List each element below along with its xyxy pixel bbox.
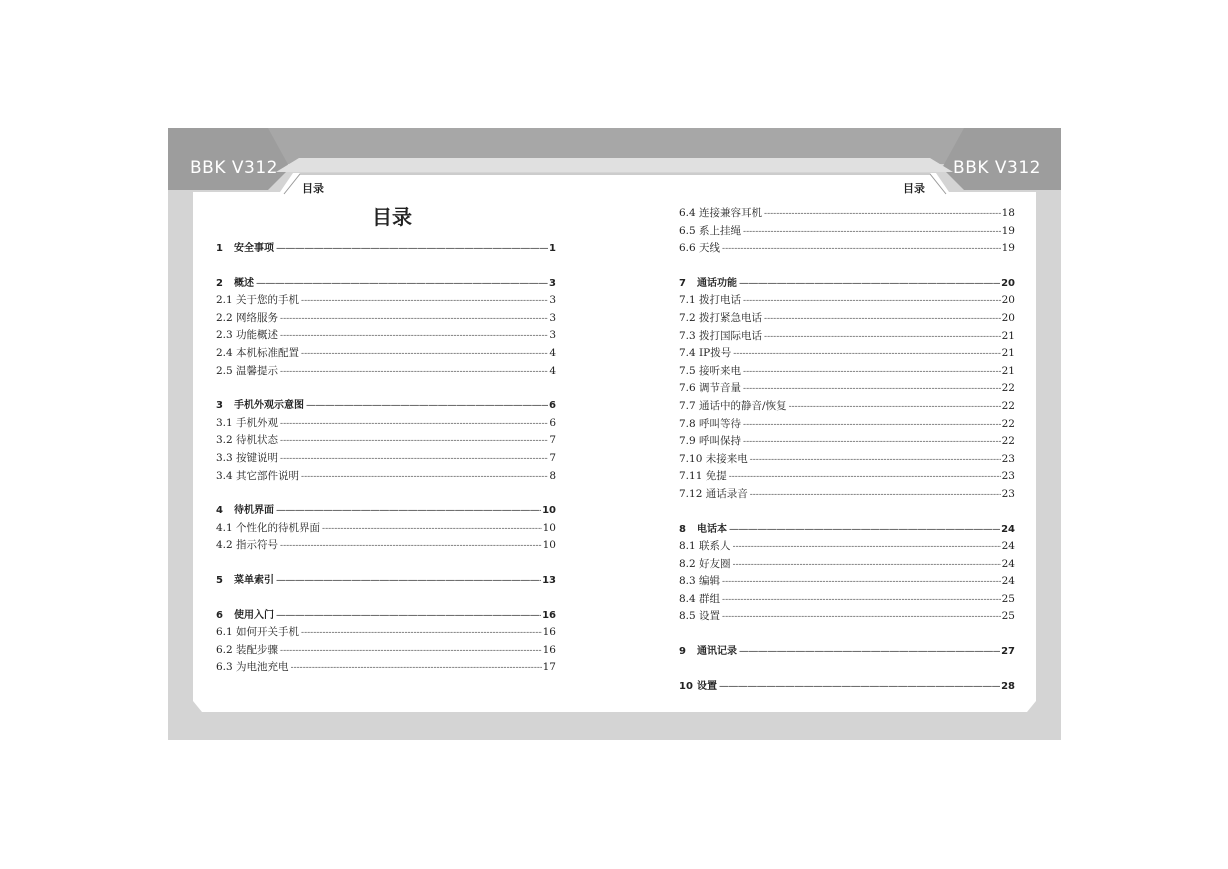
- toc-section-row[interactable]: [216, 345, 556, 363]
- toc-chapter-number: 9: [679, 646, 686, 658]
- toc-page-number: 23: [1001, 470, 1015, 483]
- toc-page-number: 27: [1001, 646, 1015, 658]
- toc-page-number: 17: [542, 661, 556, 674]
- toc-leader: [743, 381, 1001, 399]
- toc-chapter-row[interactable]: [679, 678, 1015, 696]
- toc-entry-label: 7.9 呼叫保持: [679, 435, 742, 448]
- toc-entry-label: 7.10 未接来电: [679, 452, 748, 465]
- toc-leader: [301, 293, 548, 311]
- brand-left: BBK V312: [190, 158, 278, 178]
- toc-entry-label: [216, 502, 276, 520]
- header-section-left: 目录: [302, 182, 324, 195]
- toc-leader: [733, 539, 1001, 557]
- toc-entry-label: 6.4 连接兼容耳机: [679, 207, 763, 219]
- toc-section-row[interactable]: [216, 659, 556, 677]
- toc-leader: [764, 329, 1001, 347]
- toc-page-number: 21: [1001, 347, 1015, 360]
- toc-chapter-row[interactable]: [216, 607, 556, 625]
- toc-entry-label: 7.12 通话录音: [679, 487, 748, 500]
- toc-chapter-row[interactable]: [679, 521, 1015, 539]
- toc-chapter-number: 3: [216, 400, 223, 412]
- toc-section-row[interactable]: [216, 327, 556, 345]
- toc-section-row[interactable]: [679, 328, 1015, 346]
- toc-leader: [750, 452, 1001, 470]
- toc-leader: [743, 434, 1001, 452]
- toc-leader: [729, 469, 1001, 487]
- toc-entry-label: 7.3 拨打国际电话: [679, 329, 763, 342]
- toc-chapter-row[interactable]: [216, 572, 556, 590]
- toc-entry-label: 3.1 手机外观: [216, 416, 279, 429]
- toc-entry-label: 2.1 关于您的手机: [216, 294, 300, 307]
- toc-section-row[interactable]: [679, 380, 1015, 398]
- toc-section-row[interactable]: [679, 451, 1015, 469]
- toc-leader: [280, 433, 548, 451]
- toc-page-number: 7: [549, 434, 556, 447]
- toc-leader: [280, 451, 548, 469]
- toc-leader: [301, 625, 542, 643]
- toc-leader: [280, 364, 548, 382]
- toc-leader: [280, 311, 548, 329]
- toc-leader: [743, 364, 1001, 382]
- toc-entry-label: 3.4 其它部件说明: [216, 469, 300, 482]
- toc-entry-label: 2.2 网络服务: [216, 311, 279, 324]
- toc-leader: [733, 557, 1001, 575]
- toc-section-row[interactable]: [679, 468, 1015, 486]
- toc-leader: [280, 643, 542, 661]
- toc-chapter-title: 概述: [234, 277, 254, 289]
- toc-page-number: 19: [1001, 242, 1015, 255]
- toc-entry-label: 7.5 接听来电: [679, 364, 742, 377]
- toc-leader: [789, 399, 1001, 417]
- toc-page-number: 10: [542, 505, 556, 517]
- toc-entry-label: [216, 607, 276, 625]
- toc-leader: [276, 572, 541, 590]
- toc-page-number: 22: [1001, 417, 1015, 430]
- toc-entry-label: [216, 572, 276, 590]
- toc-page-number: 23: [1001, 487, 1015, 500]
- toc-leader: [280, 416, 548, 434]
- toc-chapter-row[interactable]: [216, 240, 556, 258]
- toc-entry-label: 8.5 设置: [679, 610, 721, 623]
- toc-page-number: 16: [542, 626, 556, 639]
- toc-entry-label: [679, 643, 739, 661]
- toc-page-number: 24: [1001, 557, 1015, 570]
- toc-page-number: 10: [542, 539, 556, 552]
- toc-entry-label: 7.2 拨打紧急电话: [679, 311, 763, 324]
- toc-entry-label: [679, 678, 719, 696]
- toc-section-row[interactable]: [679, 486, 1015, 504]
- toc-section-row[interactable]: [216, 363, 556, 381]
- toc-entry-label: [216, 275, 256, 293]
- toc-chapter-title: 安全事项: [234, 243, 274, 254]
- toc-page-number: 21: [1001, 364, 1015, 377]
- toc-section-row[interactable]: [679, 292, 1015, 310]
- toc-section-row[interactable]: [216, 432, 556, 450]
- toc-leader: [306, 397, 548, 415]
- toc-chapter-number: 4: [216, 505, 223, 517]
- toc-section-row[interactable]: [216, 468, 556, 486]
- toc-entry-label: [679, 275, 739, 293]
- toc-chapter-number: 1: [216, 243, 223, 254]
- toc-chapter-title: 菜单索引: [234, 574, 274, 586]
- toc-section-row[interactable]: [216, 642, 556, 660]
- toc-page-number: 6: [549, 400, 556, 412]
- toc-chapter-title: 手机外观示意图: [234, 400, 304, 412]
- toc-entry-label: 7.1 拨打电话: [679, 294, 742, 307]
- toc-leader: [764, 311, 1001, 329]
- toc-page-number: 1: [549, 243, 556, 254]
- toc-section-row[interactable]: [216, 415, 556, 433]
- toc-section-row[interactable]: [679, 608, 1015, 626]
- toc-leader: [256, 275, 548, 293]
- toc-leader: [280, 538, 542, 556]
- page-title: 目录: [372, 205, 412, 229]
- toc-page-number: 22: [1001, 399, 1015, 412]
- toc-leader: [743, 224, 1001, 242]
- toc-chapter-title: 设置: [697, 680, 717, 692]
- toc-page-number: 4: [549, 364, 556, 377]
- toc-section-row[interactable]: [216, 537, 556, 555]
- toc-section-row[interactable]: [216, 520, 556, 538]
- toc-chapter-number: 2: [216, 277, 223, 289]
- toc-leader: [750, 487, 1001, 505]
- toc-leader: [719, 678, 1000, 696]
- toc-leader: [722, 241, 1001, 259]
- toc-entry-label: 7.11 免提: [679, 470, 727, 483]
- toc-section-row[interactable]: [679, 345, 1015, 363]
- toc-page-number: 20: [1001, 277, 1015, 289]
- toc-page-number: 24: [1001, 575, 1015, 588]
- toc-page-number: 4: [549, 346, 556, 359]
- toc-page-number: 25: [1001, 610, 1015, 623]
- toc-section-row[interactable]: [679, 398, 1015, 416]
- toc-chapter-number: 8: [679, 523, 686, 535]
- toc-section-row[interactable]: [216, 310, 556, 328]
- toc-page-number: 6: [549, 416, 556, 429]
- toc-chapter-row[interactable]: [679, 275, 1015, 293]
- toc-chapter-row[interactable]: [216, 275, 556, 293]
- toc-entry-label: 2.3 功能概述: [216, 329, 279, 342]
- toc-chapter-title: 使用入门: [234, 609, 274, 621]
- toc-section-row[interactable]: [679, 556, 1015, 574]
- toc-page-number: 21: [1001, 329, 1015, 342]
- toc-entry-label: 4.1 个性化的待机界面: [216, 521, 321, 534]
- toc-entry-label: [216, 397, 306, 415]
- toc-leader: [729, 521, 1000, 539]
- toc-leader: [743, 293, 1001, 311]
- toc-page-number: 16: [542, 643, 556, 656]
- toc-entry-label: 6.2 装配步骤: [216, 643, 279, 656]
- toc-entry-label: 7.8 呼叫等待: [679, 417, 742, 430]
- toc-leader: [722, 592, 1001, 610]
- toc-entry-label: 8.1 联系人: [679, 540, 731, 553]
- toc-section-row[interactable]: [679, 538, 1015, 556]
- toc-entry-label: 7.6 调节音量: [679, 382, 742, 395]
- toc-chapter-number: 10: [679, 680, 693, 692]
- toc-chapter-number: 6: [216, 609, 223, 621]
- toc-page-number: 23: [1001, 452, 1015, 465]
- toc-section-row[interactable]: [679, 433, 1015, 451]
- toc-leader: [276, 502, 541, 520]
- toc-chapter-title: 待机界面: [234, 505, 274, 517]
- toc-page-number: 19: [1001, 224, 1015, 237]
- toc-section-row[interactable]: [216, 450, 556, 468]
- toc-leader: [722, 574, 1001, 592]
- toc-chapter-number: 5: [216, 574, 223, 586]
- toc-page-number: 3: [549, 277, 556, 289]
- toc-entry-label: 6.5 系上挂绳: [679, 224, 742, 237]
- toc-leader: [739, 643, 1000, 661]
- toc-page-number: 22: [1001, 435, 1015, 448]
- toc-right-page: [679, 205, 1015, 695]
- toc-section-row[interactable]: [679, 363, 1015, 381]
- toc-entry-label: 7.7 通话中的静音/恢复: [679, 399, 787, 412]
- toc-page-number: 3: [549, 294, 556, 307]
- toc-chapter-title: 电话本: [697, 523, 727, 535]
- toc-entry-label: 8.2 好友圈: [679, 557, 731, 570]
- toc-leader: [276, 240, 548, 258]
- toc-chapter-row[interactable]: [679, 643, 1015, 661]
- toc-section-row[interactable]: [679, 223, 1015, 241]
- toc-section-row[interactable]: [679, 240, 1015, 258]
- toc-page-number: 8: [549, 469, 556, 482]
- toc-entry-label: 3.2 待机状态: [216, 434, 279, 447]
- toc-section-row[interactable]: [679, 310, 1015, 328]
- toc-entry-label: [216, 240, 276, 258]
- toc-leader: [301, 469, 548, 487]
- toc-leader: [280, 328, 548, 346]
- toc-entry-label: 3.3 按键说明: [216, 451, 279, 464]
- toc-page-number: 13: [542, 574, 556, 586]
- toc-leader: [739, 275, 1000, 293]
- toc-page-number: 24: [1001, 523, 1015, 535]
- toc-page-number: 28: [1001, 680, 1015, 692]
- toc-entry-label: 4.2 指示符号: [216, 539, 279, 552]
- toc-section-row[interactable]: [679, 591, 1015, 609]
- toc-page-number: 7: [549, 451, 556, 464]
- toc-entry-label: 2.5 温馨提示: [216, 364, 279, 377]
- toc-leader: [276, 607, 541, 625]
- toc-section-row[interactable]: [679, 416, 1015, 434]
- toc-entry-label: 8.4 群组: [679, 592, 721, 605]
- toc-page-number: 3: [549, 329, 556, 342]
- toc-entry-label: 6.6 天线: [679, 242, 721, 255]
- toc-leader: [291, 660, 542, 678]
- toc-page-number: 10: [542, 521, 556, 534]
- toc-chapter-row[interactable]: [216, 397, 556, 415]
- toc-page-number: 16: [542, 609, 556, 621]
- toc-section-row[interactable]: [216, 292, 556, 310]
- toc-entry-label: 8.3 编辑: [679, 575, 721, 588]
- toc-page-number: 20: [1001, 311, 1015, 324]
- toc-page-number: 25: [1001, 592, 1015, 605]
- toc-entry-label: 6.1 如何开关手机: [216, 626, 300, 639]
- toc-entry-label: 2.4 本机标准配置: [216, 346, 300, 359]
- toc-leader: [764, 206, 1001, 224]
- toc-leader: [322, 521, 542, 539]
- toc-page-number: 20: [1001, 294, 1015, 307]
- toc-entry-label: 6.3 为电池充电: [216, 661, 289, 674]
- toc-leader: [301, 346, 548, 364]
- brand-right: BBK V312: [953, 158, 1041, 178]
- toc-chapter-title: 通讯记录: [697, 646, 737, 658]
- toc-entry-label: 7.4 IP拨号: [679, 347, 732, 360]
- toc-section-row[interactable]: [679, 573, 1015, 591]
- toc-chapter-number: 7: [679, 277, 686, 289]
- toc-entry-label: [679, 521, 729, 539]
- toc-section-row[interactable]: [216, 624, 556, 642]
- toc-chapter-title: 通话功能: [697, 277, 737, 289]
- toc-page-number: 3: [549, 311, 556, 324]
- toc-page-number: 22: [1001, 382, 1015, 395]
- toc-page-number: 18: [1001, 207, 1015, 219]
- toc-page-number: 24: [1001, 540, 1015, 553]
- toc-section-row[interactable]: [679, 205, 1015, 223]
- toc-leader: [722, 609, 1001, 627]
- toc-leader: [743, 417, 1001, 435]
- toc-leader: [733, 346, 1000, 364]
- header-section-right: 目录: [903, 182, 925, 195]
- toc-left-page: [216, 240, 556, 677]
- toc-chapter-row[interactable]: [216, 502, 556, 520]
